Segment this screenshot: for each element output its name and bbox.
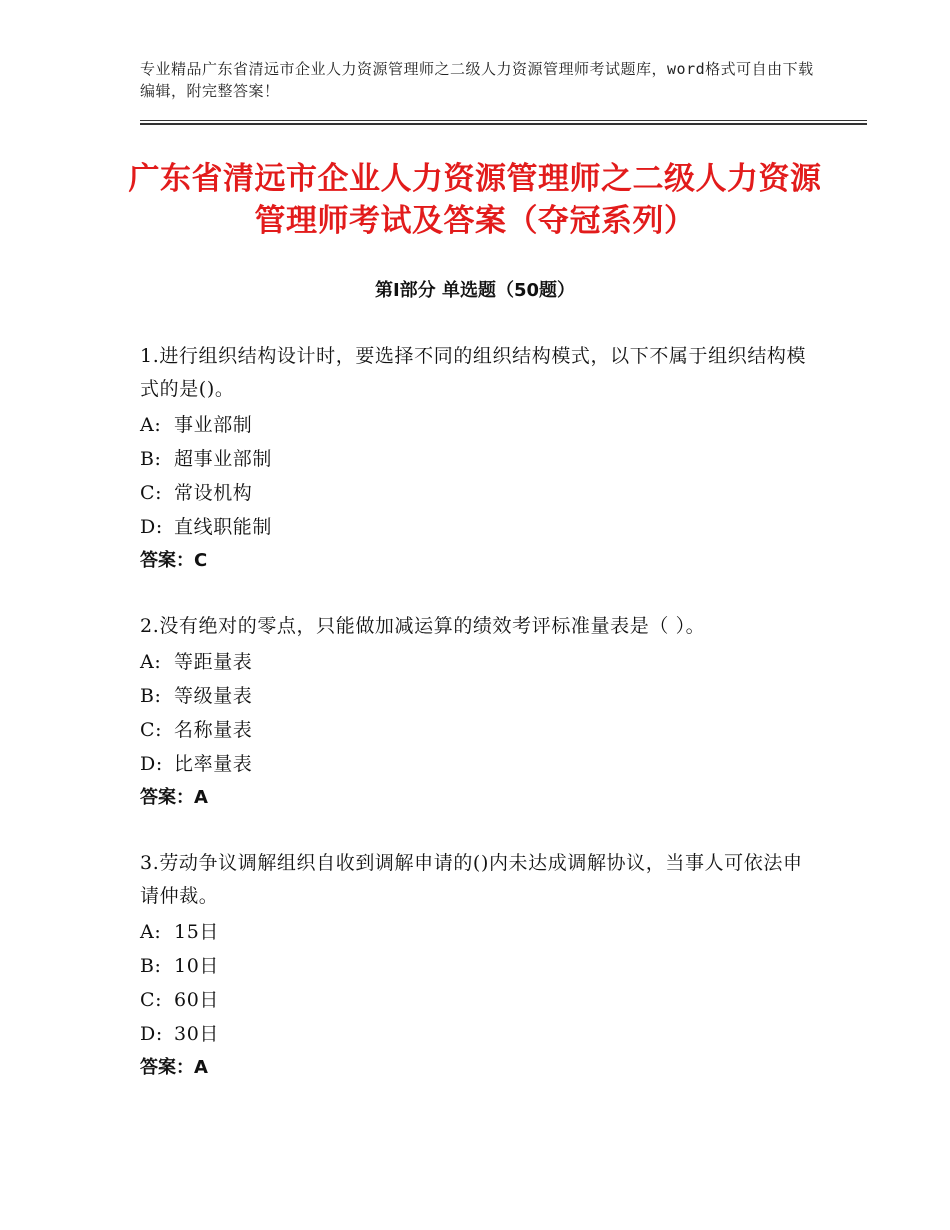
option-text: 等距量表 — [174, 651, 253, 673]
question-2 — [140, 610, 820, 815]
option-letter: A: — [140, 651, 162, 673]
option-letter: C: — [140, 989, 163, 1011]
question-stem: 2.没有绝对的零点，只能做加减运算的绩效考评标准量表是（ ）。 — [140, 615, 706, 637]
option-d — [140, 1017, 820, 1051]
option-c — [140, 983, 820, 1017]
header-rule-thick — [140, 123, 867, 125]
option-a — [140, 915, 820, 949]
option-text: 常设机构 — [174, 482, 253, 504]
question-list — [140, 340, 820, 1117]
option-letter: A: — [140, 921, 162, 943]
question-1 — [140, 340, 820, 578]
option-text: 直线职能制 — [174, 516, 273, 538]
option-letter: C: — [140, 719, 163, 741]
option-text: 事业部制 — [174, 414, 253, 436]
document-title: 广东省清远市企业人力资源管理师之二级人力资源管理师考试及答案（夺冠系列） — [128, 161, 822, 239]
header-rule-thin — [140, 120, 867, 121]
option-letter: B: — [140, 955, 162, 977]
option-text: 60日 — [174, 989, 219, 1011]
option-d — [140, 747, 820, 781]
answer-line: 答案：A — [140, 1057, 208, 1078]
option-c — [140, 476, 820, 510]
option-c — [140, 713, 820, 747]
option-text: 30日 — [174, 1023, 219, 1045]
option-text: 10日 — [174, 955, 219, 977]
header-note: 专业精品广东省清远市企业人力资源管理师之二级人力资源管理师考试题库，word格式可自由下载编辑，附完整答案！ — [140, 60, 814, 100]
option-letter: D: — [140, 516, 163, 538]
option-b — [140, 442, 820, 476]
option-text: 比率量表 — [174, 753, 253, 775]
option-b — [140, 949, 820, 983]
option-d — [140, 510, 820, 544]
option-letter: B: — [140, 448, 162, 470]
option-letter: B: — [140, 685, 162, 707]
option-text: 名称量表 — [174, 719, 253, 741]
section-title: 第Ⅰ部分 单选题（50题） — [374, 280, 575, 301]
question-stem: 1.进行组织结构设计时，要选择不同的组织结构模式，以下不属于组织结构模式的是()。 — [140, 345, 807, 400]
option-text: 超事业部制 — [174, 448, 273, 470]
option-b — [140, 679, 820, 713]
answer-line: 答案：A — [140, 787, 208, 808]
option-letter: C: — [140, 482, 163, 504]
option-letter: D: — [140, 1023, 163, 1045]
option-a — [140, 645, 820, 679]
option-letter: A: — [140, 414, 162, 436]
option-text: 15日 — [174, 921, 219, 943]
answer-line: 答案：C — [140, 550, 208, 571]
question-stem: 3.劳动争议调解组织自收到调解申请的()内未达成调解协议，当事人可依法申请仲裁。 — [140, 852, 803, 907]
option-text: 等级量表 — [174, 685, 253, 707]
question-3 — [140, 847, 820, 1085]
option-letter: D: — [140, 753, 163, 775]
option-a — [140, 408, 820, 442]
